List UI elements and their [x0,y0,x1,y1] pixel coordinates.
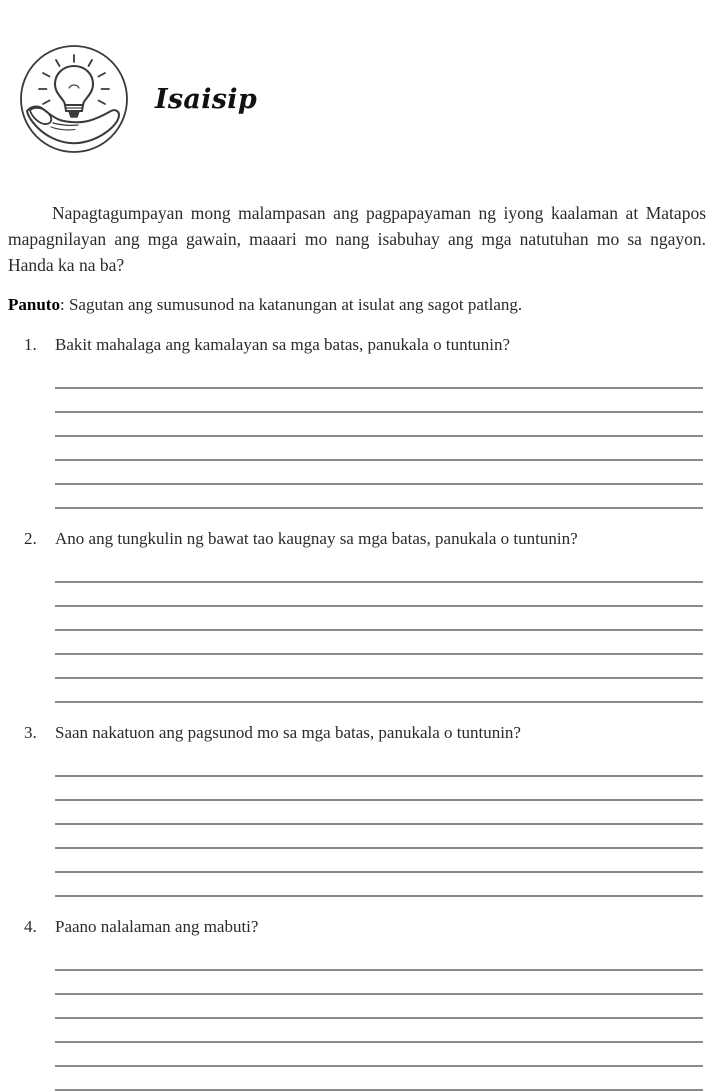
question-text: Ano ang tungkulin ng bawat tao kaugnay sa mga batas, panukala o tuntunin? [55,529,578,548]
question-number: 3. [24,723,37,742]
question-number: 2. [24,529,37,548]
questions-list [0,333,720,1091]
question-block [0,527,720,703]
worksheet-content [0,200,720,1091]
answer-lines [0,753,720,897]
answer-line[interactable] [55,1067,703,1091]
intro-paragraph: Napagtagumpayan mong malampasan ang pagpapayaman ng iyong kaalaman at Matapos mapagnilayan ang mga gawain, maaari mo nang isabuhay ang mga natutuhan mo sa ngayon. Handa ka na ba? [8,203,706,275]
question-text: Bakit mahalaga ang kamalayan sa mga batas, panukala o tuntunin? [55,335,511,354]
directions-line [8,293,706,317]
answer-line[interactable] [55,825,703,849]
question-row [0,527,720,551]
answer-line[interactable] [55,777,703,801]
answer-line[interactable] [55,1019,703,1043]
answer-line[interactable] [55,801,703,825]
question-text: Paano nalalaman ang mabuti? [55,917,259,936]
question-number: 1. [24,335,37,354]
question-row [0,915,720,939]
answer-line[interactable] [55,1043,703,1067]
answer-line[interactable] [55,631,703,655]
answer-line[interactable] [55,389,703,413]
answer-lines [0,365,720,509]
section-header [0,36,720,162]
answer-line[interactable] [55,607,703,631]
spacer [0,509,720,527]
answer-line[interactable] [55,849,703,873]
question-number: 4. [24,917,37,936]
answer-line[interactable] [55,655,703,679]
answer-line[interactable] [55,413,703,437]
question-text: Saan nakatuon ang pagsunod mo sa mga batas, panukala o tuntunin? [55,723,521,742]
answer-lines [0,559,720,703]
answer-line[interactable] [55,753,703,777]
answer-line[interactable] [55,437,703,461]
answer-line[interactable] [55,971,703,995]
directions-label: Panuto [8,295,60,314]
question-row [0,721,720,745]
spacer [0,897,720,915]
answer-line[interactable] [55,679,703,703]
answer-line[interactable] [55,583,703,607]
answer-line[interactable] [55,947,703,971]
answer-lines [0,947,720,1091]
question-block [0,915,720,1091]
lightbulb-in-hand-icon [18,43,130,155]
answer-line[interactable] [55,485,703,509]
answer-line[interactable] [55,461,703,485]
answer-line[interactable] [55,559,703,583]
question-block [0,721,720,897]
question-block [0,333,720,509]
spacer [0,703,720,721]
page-title: Isaisip [155,83,258,115]
answer-line[interactable] [55,995,703,1019]
directions-text: : Sagutan ang sumusunod na katanungan at isulat ang sagot patlang. [59,295,523,314]
question-row [0,333,720,357]
answer-line[interactable] [55,365,703,389]
answer-line[interactable] [55,873,703,897]
